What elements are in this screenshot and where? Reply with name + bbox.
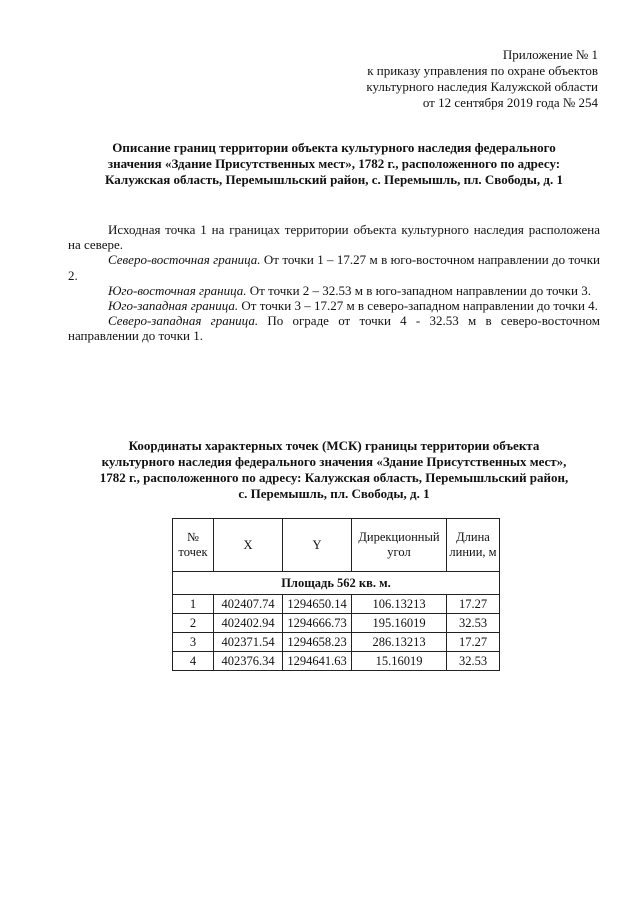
area-row [173, 572, 500, 595]
cell-direction-angle: 15.16019 [352, 652, 447, 671]
cell-direction-angle: 106.13213 [352, 595, 447, 614]
header-x: X [214, 519, 283, 572]
cell-point-number: 2 [173, 614, 214, 633]
boundary-label: Юго-западная граница. [108, 298, 239, 314]
northeast-boundary-paragraph [68, 252, 600, 282]
description-title-line: значения «Здание Присутственных мест», 1782 г., расположенного по адресу: [107, 156, 561, 171]
appendix-header [366, 47, 598, 111]
cell-x: 402402.94 [214, 614, 283, 633]
appendix-date: от 12 сентября 2019 года № 254 [422, 95, 598, 110]
southwest-boundary-paragraph [68, 298, 600, 313]
boundary-label: Северо-западная граница. [108, 313, 259, 329]
description-title-line: Калужская область, Перемышльский район, с. Перемышль, пл. Свободы, д. 1 [105, 172, 563, 187]
cell-line-length: 32.53 [447, 614, 500, 633]
coordinates-title-line: культурного наследия федерального значения «Здание Присутственных мест», [101, 454, 567, 469]
cell-y: 1294658.23 [283, 633, 352, 652]
cell-y: 1294650.14 [283, 595, 352, 614]
cell-line-length: 17.27 [447, 633, 500, 652]
cell-direction-angle: 286.13213 [352, 633, 447, 652]
table-row [173, 614, 500, 633]
boundary-text: От точки 1 – 17.27 м в юго-восточном направлении до точки 2. [68, 252, 600, 283]
coordinates-title-line: 1782 г., расположенного по адресу: Калужская область, Перемышльский район, [99, 470, 569, 485]
appendix-number: Приложение № 1 [502, 47, 598, 62]
cell-point-number: 3 [173, 633, 214, 652]
boundary-text: По ограде от точки 4 - 32.53 м в северо-восточном направлении до точки 1. [68, 313, 600, 344]
header-line-length: Длина линии, м [447, 519, 500, 572]
northwest-boundary-paragraph [68, 313, 600, 343]
description-title [60, 140, 608, 188]
appendix-authority: культурного наследия Калужской области [366, 79, 598, 94]
boundary-text: От точки 2 – 32.53 м в юго-западном направлении до точки 3. [246, 282, 591, 298]
start-point-paragraph: Исходная точка 1 на границах территории объекта культурного наследия расположена на севере. [68, 222, 600, 253]
coordinates-title [60, 438, 608, 502]
cell-line-length: 32.53 [447, 652, 500, 671]
cell-x: 402407.74 [214, 595, 283, 614]
header-y: Y [283, 519, 352, 572]
table-row [173, 633, 500, 652]
boundary-label: Северо-восточная граница. [108, 252, 261, 268]
coordinates-table [172, 518, 500, 671]
header-direction-angle: Дирекционный угол [352, 519, 447, 572]
cell-point-number: 4 [173, 652, 214, 671]
description-title-line: Описание границ территории объекта культурного наследия федерального [112, 140, 556, 155]
cell-x: 402371.54 [214, 633, 283, 652]
area-cell: Площадь 562 кв. м. [173, 572, 500, 595]
boundary-description [68, 222, 600, 344]
cell-line-length: 17.27 [447, 595, 500, 614]
coordinates-title-line: Координаты характерных точек (МСК) границы территории объекта [128, 438, 540, 453]
boundary-text: От точки 3 – 17.27 м в северо-западном направлении до точки 4. [238, 298, 598, 314]
appendix-order-ref: к приказу управления по охране объектов [367, 63, 598, 78]
table-header-row [173, 519, 500, 572]
table-row [173, 595, 500, 614]
boundary-label: Юго-восточная граница. [108, 282, 247, 298]
table-row [173, 652, 500, 671]
header-point-number: № точек [173, 519, 214, 572]
cell-x: 402376.34 [214, 652, 283, 671]
coordinates-title-line: с. Перемышль, пл. Свободы, д. 1 [238, 486, 430, 501]
cell-direction-angle: 195.16019 [352, 614, 447, 633]
southeast-boundary-paragraph [68, 283, 600, 298]
cell-point-number: 1 [173, 595, 214, 614]
cell-y: 1294666.73 [283, 614, 352, 633]
cell-y: 1294641.63 [283, 652, 352, 671]
